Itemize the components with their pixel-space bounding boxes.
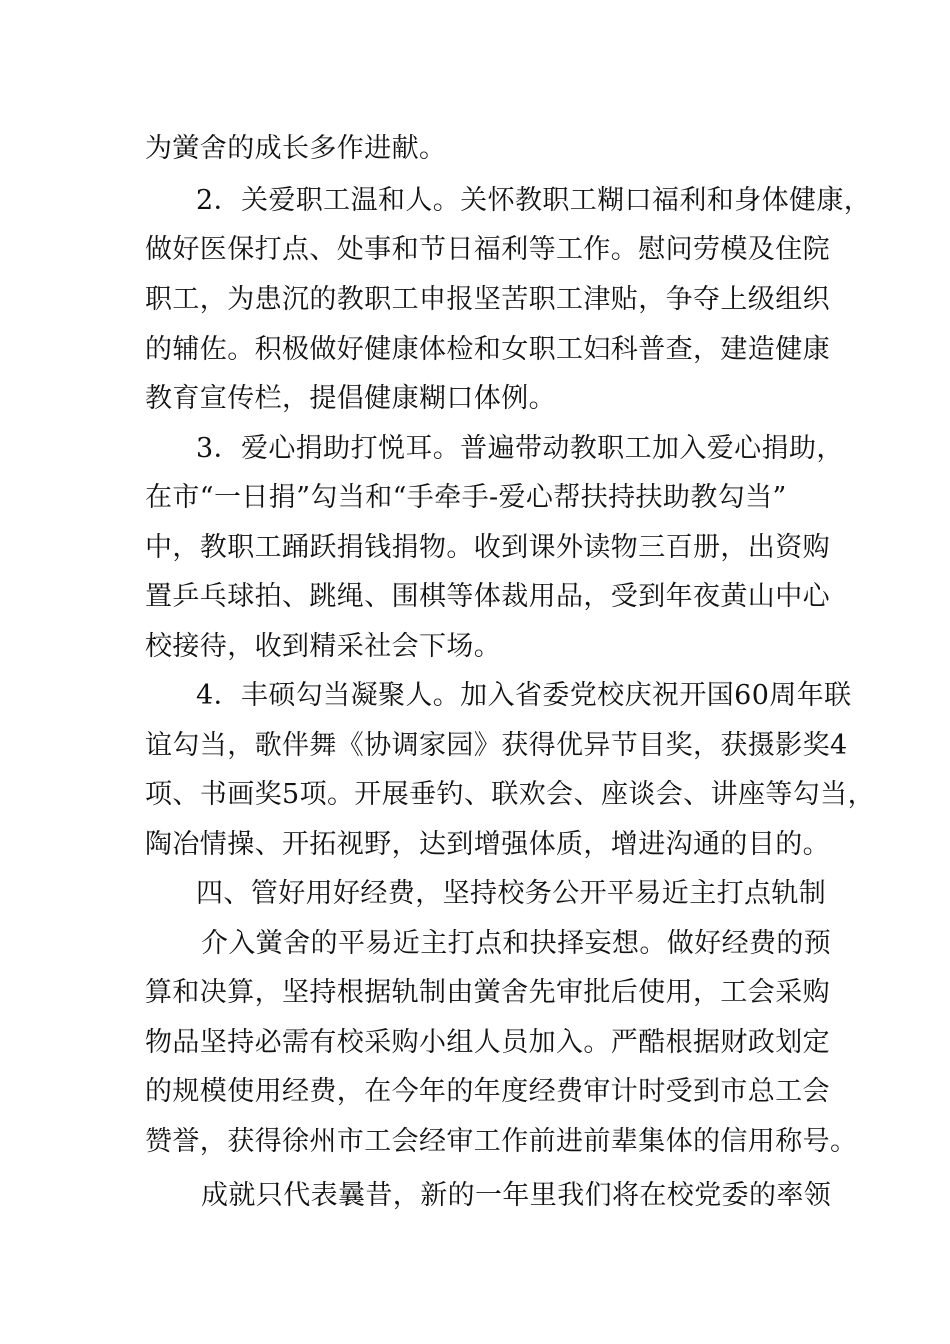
text-line: 物品坚持必需有校采购小组人员加入。严酷根据财政划定 — [145, 1027, 830, 1058]
text-line: 陶冶情操、开拓视野，达到增强体质，增进沟通的目的。 — [145, 829, 830, 860]
section-4-heading: 4．丰硕勾当凝聚人。加入省委党校庆祝开国60周年联 — [196, 680, 852, 711]
text-line: 校接待，收到精采社会下场。 — [145, 631, 502, 662]
text-line: 项、书画奖5项。开展垂钓、联欢会、座谈会、讲座等勾当， — [145, 779, 875, 810]
text-line: 教育宣传栏，提倡健康糊口体例。 — [145, 383, 556, 414]
text-line: 的规模使用经费，在今年的年度经费审计时受到市总工会 — [145, 1076, 830, 1107]
text-line: 中，教职工踊跃捐钱捐物。收到课外读物三百册，出资购 — [145, 532, 830, 563]
chapter-4-heading: 四、管好用好经费，坚持校务公开平易近主打点轨制 — [196, 878, 827, 909]
text-line: 赞誉，获得徐州市工会经审工作前进前辈集体的信用称号。 — [145, 1126, 858, 1157]
text-line: 在市“一日捐”勾当和“手牵手-爱心帮扶持扶助教勾当” — [145, 482, 787, 513]
text-line: 做好医保打点、处事和节日福利等工作。慰问劳模及住院 — [145, 234, 830, 265]
text-line: 谊勾当，歌伴舞《协调家园》获得优异节目奖，获摄影奖4 — [145, 730, 848, 761]
section-3-heading: 3．爱心捐助打悦耳。普遍带动教职工加入爱心捐助， — [196, 433, 844, 464]
text-line: 算和决算，坚持根据轨制由黉舍先审批后使用，工会采购 — [145, 977, 830, 1008]
text-line: 职工，为患沉的教职工申报坚苦职工津贴，争夺上级组织 — [145, 284, 830, 315]
text-line: 置乒乓球拍、跳绳、围棋等体裁用品，受到年夜黄山中心 — [145, 581, 830, 612]
text-line: 介入黉舍的平易近主打点和抉择妄想。做好经费的预 — [201, 928, 832, 959]
text-line: 成就只代表曩昔，新的一年里我们将在校党委的率领 — [201, 1180, 832, 1211]
section-2-heading: 2．关爱职工温和人。关怀教职工糊口福利和身体健康， — [196, 185, 872, 216]
text-line: 的辅佐。积极做好健康体检和女职工妇科普查，建造健康 — [145, 334, 830, 365]
text-line: 为黉舍的成长多作进献。 — [145, 133, 447, 164]
